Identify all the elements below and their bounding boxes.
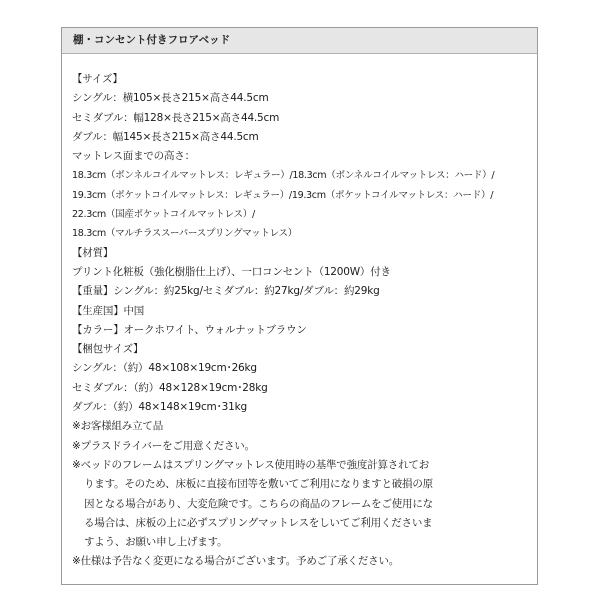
origin-text: 【生産国】中国 [72, 304, 145, 317]
mattress-height-domestic-pocket: 22.3cm（国産ポケットコイルマットレス）/ [72, 209, 255, 221]
panel-title: 棚・コンセント付きフロアベッド [62, 28, 537, 54]
note-screwdriver: ※プラスドライバーをご用意ください。 [72, 439, 255, 452]
color-text: 【カラー】オークホワイト、ウォルナットブラウン [72, 323, 307, 336]
spec-panel [61, 27, 538, 585]
mattress-height-label: マットレス面までの高さ： [72, 150, 195, 163]
size-single: シングル：横105×長さ215×高さ44.5cm [72, 92, 269, 105]
weight-text: 【重量】シングル：約25kg/セミダブル：約27kg/ダブル：約29kg [72, 285, 380, 298]
size-double: ダブル：幅145×長さ215×高さ44.5cm [72, 130, 259, 143]
spec-body [72, 70, 533, 572]
package-single: シングル：（約）48×108×19cm･26kg [72, 362, 257, 375]
size-semidouble: セミダブル：幅128×長さ215×高さ44.5cm [72, 111, 280, 124]
note-frame-line-2: ります。そのため、床板に直接布団等を敷いてご利用になりますと破損の原 [84, 478, 433, 491]
material-heading: 【材質】 [72, 246, 114, 259]
package-double: ダブル：（約）48×148×19cm･31kg [72, 401, 247, 414]
mattress-height-multiras: 18.3cm（マルチラススーパースプリングマットレス） [72, 228, 298, 240]
size-heading: 【サイズ】 [72, 73, 123, 85]
note-assembly: ※お客様組み立て品 [72, 420, 163, 433]
mattress-height-pocket: 19.3cm（ポケットコイルマットレス：レギュラー）/19.3cm（ポケットコイルマットレス：ハード）/ [72, 189, 494, 201]
note-frame-line-3: 因となる場合があり、大変危険です。こちらの商品のフレームをご使用にな [84, 497, 433, 510]
note-frame-line-1: ※ベッドのフレームはスプリングマットレス使用時の基準で強度計算されてお [72, 458, 430, 471]
note-spec-change: ※仕様は予告なく変更になる場合がございます。予めご了承ください。 [72, 555, 400, 568]
package-heading: 【梱包サイズ】 [72, 343, 144, 356]
package-semidouble: セミダブル：（約）48×128×19cm･28kg [72, 381, 268, 394]
mattress-height-bonnell: 18.3cm（ボンネルコイルマットレス：レギュラー）/18.3cm（ボンネルコイルマットレス：ハード）/ [72, 170, 495, 182]
material-text: プリント化粧板（強化樹脂仕上げ）、一口コンセント（1200W）付き [72, 265, 391, 278]
note-frame-line-4: る場合は、床板の上に必ずスプリングマットレスをしいてご利用くださいま [84, 516, 433, 529]
note-frame-line-5: すよう、お願い申し上げます。 [84, 536, 228, 549]
